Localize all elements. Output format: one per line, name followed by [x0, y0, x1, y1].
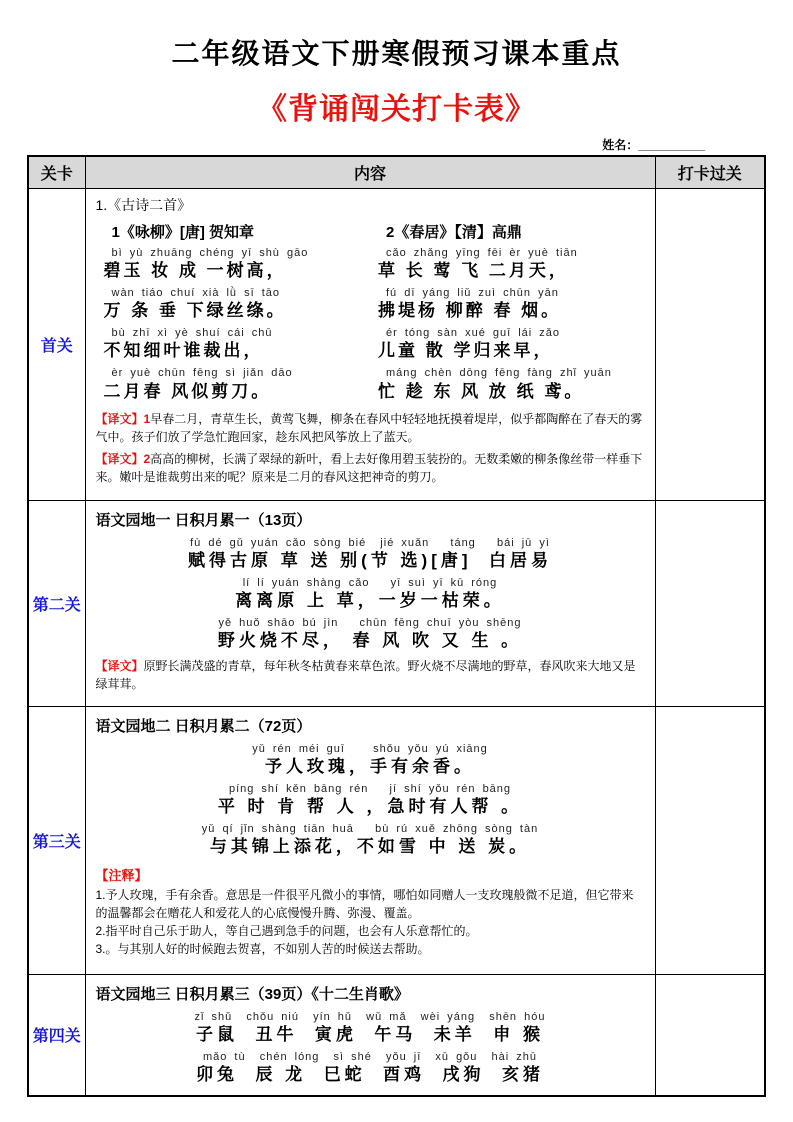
- pinyin-line: fú dī yáng liǔ zuì chūn yān: [386, 286, 559, 299]
- hanzi-line: 赋得古原 草 送 别(节 选)[唐] 白居易: [188, 550, 552, 570]
- pinyin-line: píng shí kěn bāng rén jí shí yǒu rén bāng: [228, 782, 512, 795]
- pinyin-line: yǔ qí jǐn shàng tiān huā bù rú xuě zhōng sòng tàn: [201, 822, 539, 835]
- level-label-3: 第三关: [28, 706, 85, 974]
- table-header-row: [28, 156, 765, 188]
- hanzi-line: 不知细叶谁裁出，: [103, 341, 264, 361]
- pinyin-line: máng chèn dōng fēng fàng zhǐ yuān: [386, 367, 612, 380]
- translation-note: [96, 657, 645, 693]
- level-label-2: 第二关: [28, 500, 85, 706]
- pinyin-line: mǎo tù chén lóng sì shé yǒu jī xū gǒu hài zhū: [202, 1050, 538, 1063]
- pinyin-line: èr yuè chūn fēng sì jiǎn dāo: [111, 367, 293, 380]
- poem-columns: [96, 217, 645, 407]
- pass-cell-1[interactable]: [655, 188, 765, 500]
- hanzi-line: 拂堤杨 柳醉 春 烟。: [378, 301, 562, 321]
- unit-heading: 语文园地一 日积月累一（13页）: [95, 511, 312, 529]
- translation-text: 原野长满茂盛的青草，每年秋冬枯黄春来草色浓。野火烧不尽满地的野草，春风吹来大地又是绿茸茸。: [95, 659, 636, 692]
- hanzi-line: 平 时 肯 帮 人 ，急时有人帮 。: [217, 797, 523, 817]
- hanzi-line: 与其锦上添花，不如雪 中 送 炭。: [209, 837, 531, 857]
- hanzi-line: 野火烧不尽， 春 风 吹 又 生 。: [217, 631, 523, 651]
- annotation-item-2: 2.指平时自己乐于助人，等自己遇到急手的问题，也会有人乐意帮忙的。: [95, 924, 478, 939]
- hanzi-line: 万 条 垂 下绿丝绦。: [103, 301, 287, 321]
- unit-heading: 语文园地三 日积月累三（39页）《十二生肖歌》: [95, 985, 409, 1003]
- unit-heading: 语文园地二 日积月累二（72页）: [95, 717, 312, 735]
- poem-yongliu: [96, 217, 371, 407]
- pinyin-line: ér tóng sàn xué guī lái zǎo: [386, 326, 561, 339]
- translation-label: 【译文】1: [95, 412, 151, 427]
- pass-cell-2[interactable]: [655, 500, 765, 706]
- hanzi-line: 卯兔 辰 龙 巳蛇 酉鸡 戌狗 亥猪: [196, 1065, 544, 1085]
- pinyin-line: yǔ rén méi guī shǒu yǒu yú xiāng: [252, 742, 488, 755]
- table-row-level-1: [28, 188, 765, 500]
- level-label-4: 第四关: [28, 974, 85, 1096]
- verse-block: [96, 536, 645, 654]
- pass-cell-4[interactable]: [655, 974, 765, 1096]
- page-title: 二年级语文下册寒假预习课本重点: [171, 39, 622, 70]
- pinyin-line: wàn tiáo chuí xià lǜ sī tāo: [111, 286, 281, 299]
- verse-block: [96, 742, 645, 860]
- hanzi-line: 离离原 上 草，一岁一枯荣。: [235, 591, 505, 611]
- hanzi-line: 忙 趁 东 风 放 纸 鸢。: [378, 381, 585, 401]
- translation-note-2: [96, 450, 645, 486]
- col-header-level: 关卡: [28, 156, 85, 188]
- hanzi-line: 草 长 莺 飞 二月天，: [378, 260, 569, 280]
- content-cell-2: [85, 500, 655, 706]
- pass-cell-3[interactable]: [655, 706, 765, 974]
- translation-note-1: [96, 410, 645, 446]
- level-label-1: 首关: [28, 188, 85, 500]
- verse-block: [96, 1010, 645, 1087]
- poem-chunju: [370, 217, 645, 407]
- annotation-item-1: 1.予人玫瑰，手有余香。意思是一件很平凡微小的事情，哪怕如同赠人一支玫瑰般微不足道，但它带来的温馨都会在赠花人和爱花人的心底慢慢升腾、弥漫、覆盖。: [95, 888, 634, 921]
- col-header-content: 内容: [85, 156, 655, 188]
- page-subtitle: 《背诵闯关打卡表》: [257, 93, 536, 126]
- pinyin-line: lí lí yuán shàng cǎo yī suì yī kū róng: [242, 576, 498, 589]
- pinyin-line: yě huǒ shāo bú jìn chūn fēng chuī yòu shēng: [218, 616, 522, 629]
- content-cell-1: [85, 188, 655, 500]
- pinyin-line: fù dé gǔ yuán cǎo sòng bié jié xuǎn táng bái jū yì: [190, 536, 550, 549]
- hanzi-line: 碧玉 妆 成 一树高，: [103, 260, 287, 280]
- pinyin-line: bì yù zhuāng chéng yī shù gāo: [111, 246, 309, 259]
- section-title: 1.《古诗二首》: [95, 196, 192, 213]
- translation-label: 【译文】: [95, 659, 144, 674]
- content-cell-4: [85, 974, 655, 1096]
- translation-text: 高高的柳树，长满了翠绿的新叶，看上去好像用碧玉装扮的。无数柔嫩的柳条像丝带一样垂下来。嫩叶是谁裁剪出来的呢？原来是二月的春风这把神奇的剪刀。: [95, 452, 643, 485]
- poem-title: 2《春居》【清】高鼎: [386, 223, 522, 241]
- checkin-table: [27, 155, 766, 1097]
- name-field[interactable]: 姓名：__________: [602, 138, 705, 152]
- content-cell-3: [85, 706, 655, 974]
- table-row-level-2: [28, 500, 765, 706]
- translation-label: 【译文】2: [95, 452, 151, 467]
- pinyin-line: bù zhī xì yè shuí cái chū: [111, 326, 273, 339]
- table-row-level-4: [28, 974, 765, 1096]
- pinyin-line: cǎo zhǎng yīng fēi èr yuè tiān: [386, 246, 578, 259]
- poem-title: 1《咏柳》[唐] 贺知章: [111, 223, 255, 241]
- hanzi-line: 二月春 风似剪刀。: [103, 381, 272, 401]
- col-header-pass: 打卡过关: [655, 156, 765, 188]
- annotation-item-3: 3.。与其别人好的时候跑去贺喜，不如别人苦的时候送去帮助。: [95, 942, 430, 957]
- hanzi-line: 予人玫瑰，手有余香。: [265, 756, 475, 776]
- pinyin-line: zǐ shǔ chǒu niú yín hǔ wǔ mǎ wèi yáng shēn hóu: [194, 1010, 546, 1023]
- hanzi-line: 子鼠 丑牛 寅虎 午马 未羊 申 猴: [196, 1024, 544, 1044]
- translation-text: 早春二月，青草生长，黄莺飞舞，柳条在春风中轻轻地抚摸着堤岸，似乎都陶醉在了春天的雾气中。孩子们放了学急忙跑回家，趁东风把风筝放上了蓝天。: [95, 412, 643, 445]
- table-row-level-3: [28, 706, 765, 974]
- annotation-heading: 【注释】: [95, 868, 148, 884]
- hanzi-line: 儿童 散 学归来早，: [378, 341, 554, 361]
